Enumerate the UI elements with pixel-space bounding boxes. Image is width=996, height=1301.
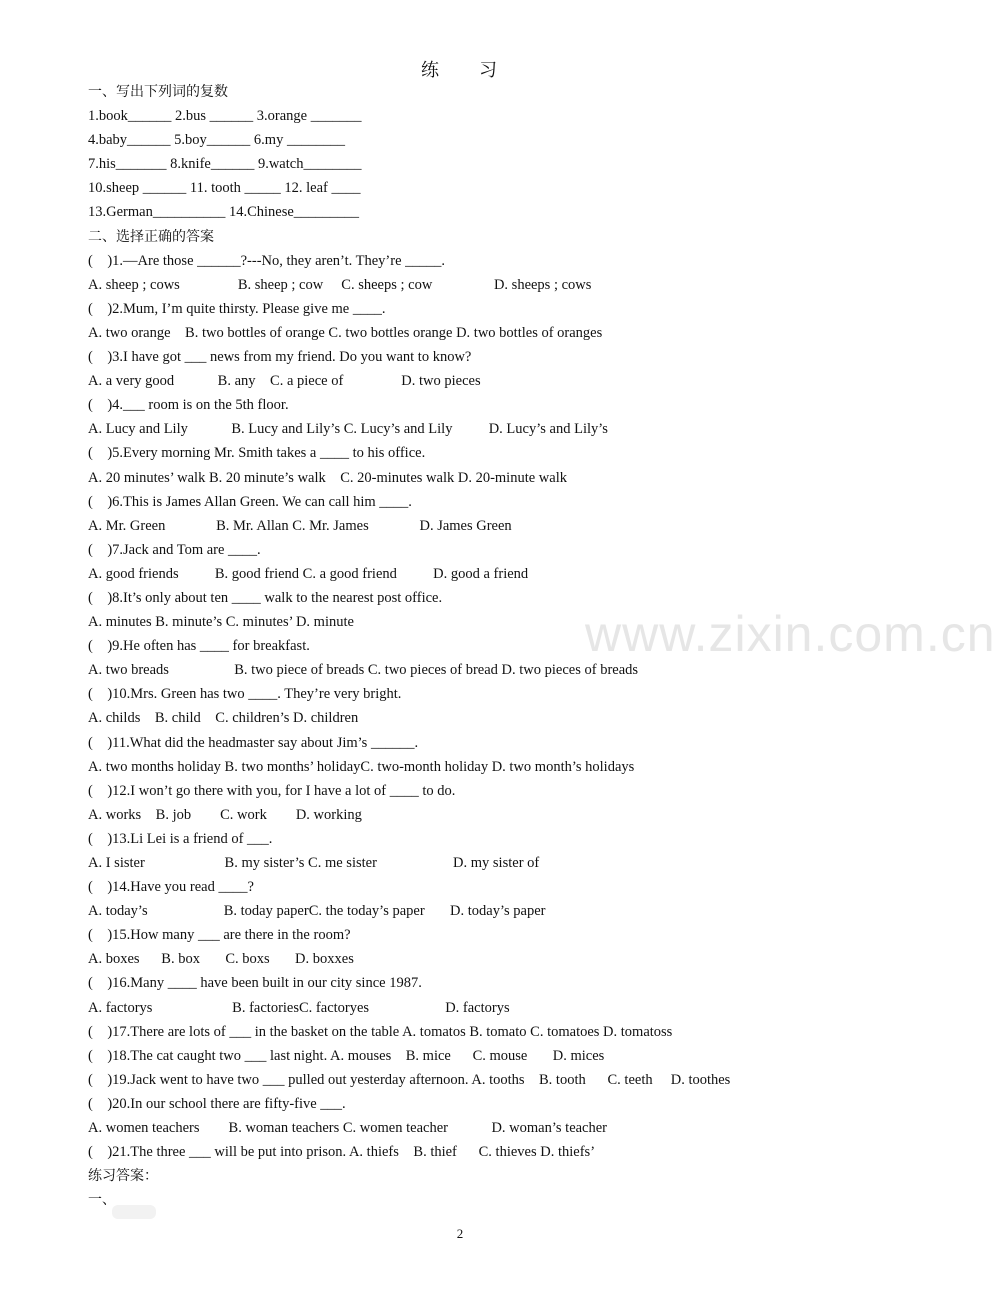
- question-line: A. 20 minutes’ walk B. 20 minute’s walk C. 20-minutes walk D. 20-minute walk: [88, 469, 567, 486]
- question-line: A. sheep ; cows B. sheep ; cow C. sheeps ; cow D. sheeps ; cows: [88, 276, 592, 293]
- question-line: A. two orange B. two bottles of orange C. two bottles orange D. two bottles of oranges: [88, 324, 603, 341]
- question-line: ( )16.Many ____ have been built in our city since 1987.: [88, 975, 422, 992]
- question-line: ( )12.I won’t go there with you, for I have a lot of ____ to do.: [88, 782, 456, 799]
- question-line: ( )14.Have you read ____?: [88, 879, 254, 896]
- question-line: A. two months holiday B. two months’ holidayC. two-month holiday D. two month’s holidays: [88, 758, 635, 775]
- worksheet-body: [88, 80, 888, 1212]
- question-line: A. works B. job C. work D. working: [88, 806, 362, 823]
- page-title: [0, 56, 920, 82]
- question-line: ( )10.Mrs. Green has two ____. They’re very bright.: [88, 686, 402, 703]
- question-line: ( )17.There are lots of ___ in the basket on the table A. tomatos B. tomato C. tomatoes D. tomatoss: [88, 1023, 673, 1040]
- plural-exercise-line: 7.his_______ 8.knife______ 9.watch________: [88, 156, 362, 173]
- plural-exercise-list: [88, 104, 888, 224]
- question-line: A. Mr. Green B. Mr. Allan C. Mr. James D. James Green: [88, 517, 512, 534]
- section-heading-plurals: 一、写出下列词的复数: [88, 84, 228, 100]
- question-line: ( )6.This is James Allan Green. We can call him ____.: [88, 493, 412, 510]
- question-line: ( )21.The three ___ will be put into prison. A. thiefs B. thief C. thieves D. thiefs’: [88, 1144, 596, 1161]
- question-line: ( )19.Jack went to have two ___ pulled out yesterday afternoon. A. tooths B. tooth C. teeth D. toothes: [88, 1071, 731, 1088]
- question-line: ( )11.What did the headmaster say about Jim’s ______.: [88, 734, 419, 751]
- page-number: 2: [456, 1226, 464, 1241]
- question-line: ( )1.—Are those ______?---No, they aren’t. They’re _____.: [88, 252, 446, 269]
- title-char-left: 练: [421, 60, 441, 81]
- plural-exercise-line: 10.sheep ______ 11. tooth _____ 12. leaf ____: [88, 180, 361, 197]
- question-line: ( )8.It’s only about ten ____ walk to the nearest post office.: [88, 589, 443, 606]
- plural-exercise-line: 1.book______ 2.bus ______ 3.orange _______: [88, 108, 362, 125]
- question-line: ( )2.Mum, I’m quite thirsty. Please give me ____.: [88, 300, 386, 317]
- answers-section-one: 一、: [88, 1192, 116, 1209]
- question-line: ( )13.Li Lei is a friend of ___.: [88, 830, 273, 847]
- question-line: ( )20.In our school there are fifty-five ___.: [88, 1095, 346, 1112]
- title-char-right: 习: [479, 60, 499, 81]
- plural-exercise-line: 4.baby______ 5.boy______ 6.my ________: [88, 132, 345, 149]
- choice-question-list: [88, 249, 888, 1165]
- question-line: ( )9.He often has ____ for breakfast.: [88, 638, 310, 655]
- question-line: ( )3.I have got ___ news from my friend. Do you want to know?: [88, 349, 472, 366]
- question-line: A. minutes B. minute’s C. minutes’ D. minute: [88, 614, 354, 631]
- section-heading-choice: 二、选择正确的答案: [88, 228, 214, 245]
- watermark: www.zixin.com.cn: [585, 606, 996, 662]
- question-line: A. Lucy and Lily B. Lucy and Lily’s C. Lucy’s and Lily D. Lucy’s and Lily’s: [88, 421, 608, 438]
- plural-exercise-line: 13.German__________ 14.Chinese_________: [88, 204, 360, 221]
- question-line: A. two breads B. two piece of breads C. two pieces of bread D. two pieces of breads: [88, 662, 639, 679]
- question-line: ( )18.The cat caught two ___ last night. A. mouses B. mice C. mouse D. mices: [88, 1047, 605, 1064]
- question-line: ( )7.Jack and Tom are ____.: [88, 541, 261, 558]
- question-line: ( )4.___ room is on the 5th floor.: [88, 397, 289, 414]
- question-line: A. good friends B. good friend C. a good friend D. good a friend: [88, 565, 529, 582]
- question-line: A. I sister B. my sister’s C. me sister D. my sister of: [88, 855, 540, 871]
- question-line: A. boxes B. box C. boxs D. boxxes: [88, 951, 354, 968]
- question-line: A. women teachers B. woman teachers C. women teacher D. woman’s teacher: [88, 1120, 608, 1137]
- question-line: ( )5.Every morning Mr. Smith takes a ____ to his office.: [88, 445, 426, 462]
- question-line: A. factorys B. factoriesC. factoryes D. factorys: [88, 999, 510, 1016]
- answers-heading: 练习答案：: [88, 1168, 158, 1185]
- question-line: A. a very good B. any C. a piece of D. two pieces: [88, 373, 481, 390]
- question-line: ( )15.How many ___ are there in the room?: [88, 927, 351, 944]
- question-line: A. childs B. child C. children’s D. children: [88, 710, 359, 727]
- question-line: A. today’s B. today paperC. the today’s paper D. today’s paper: [88, 903, 546, 920]
